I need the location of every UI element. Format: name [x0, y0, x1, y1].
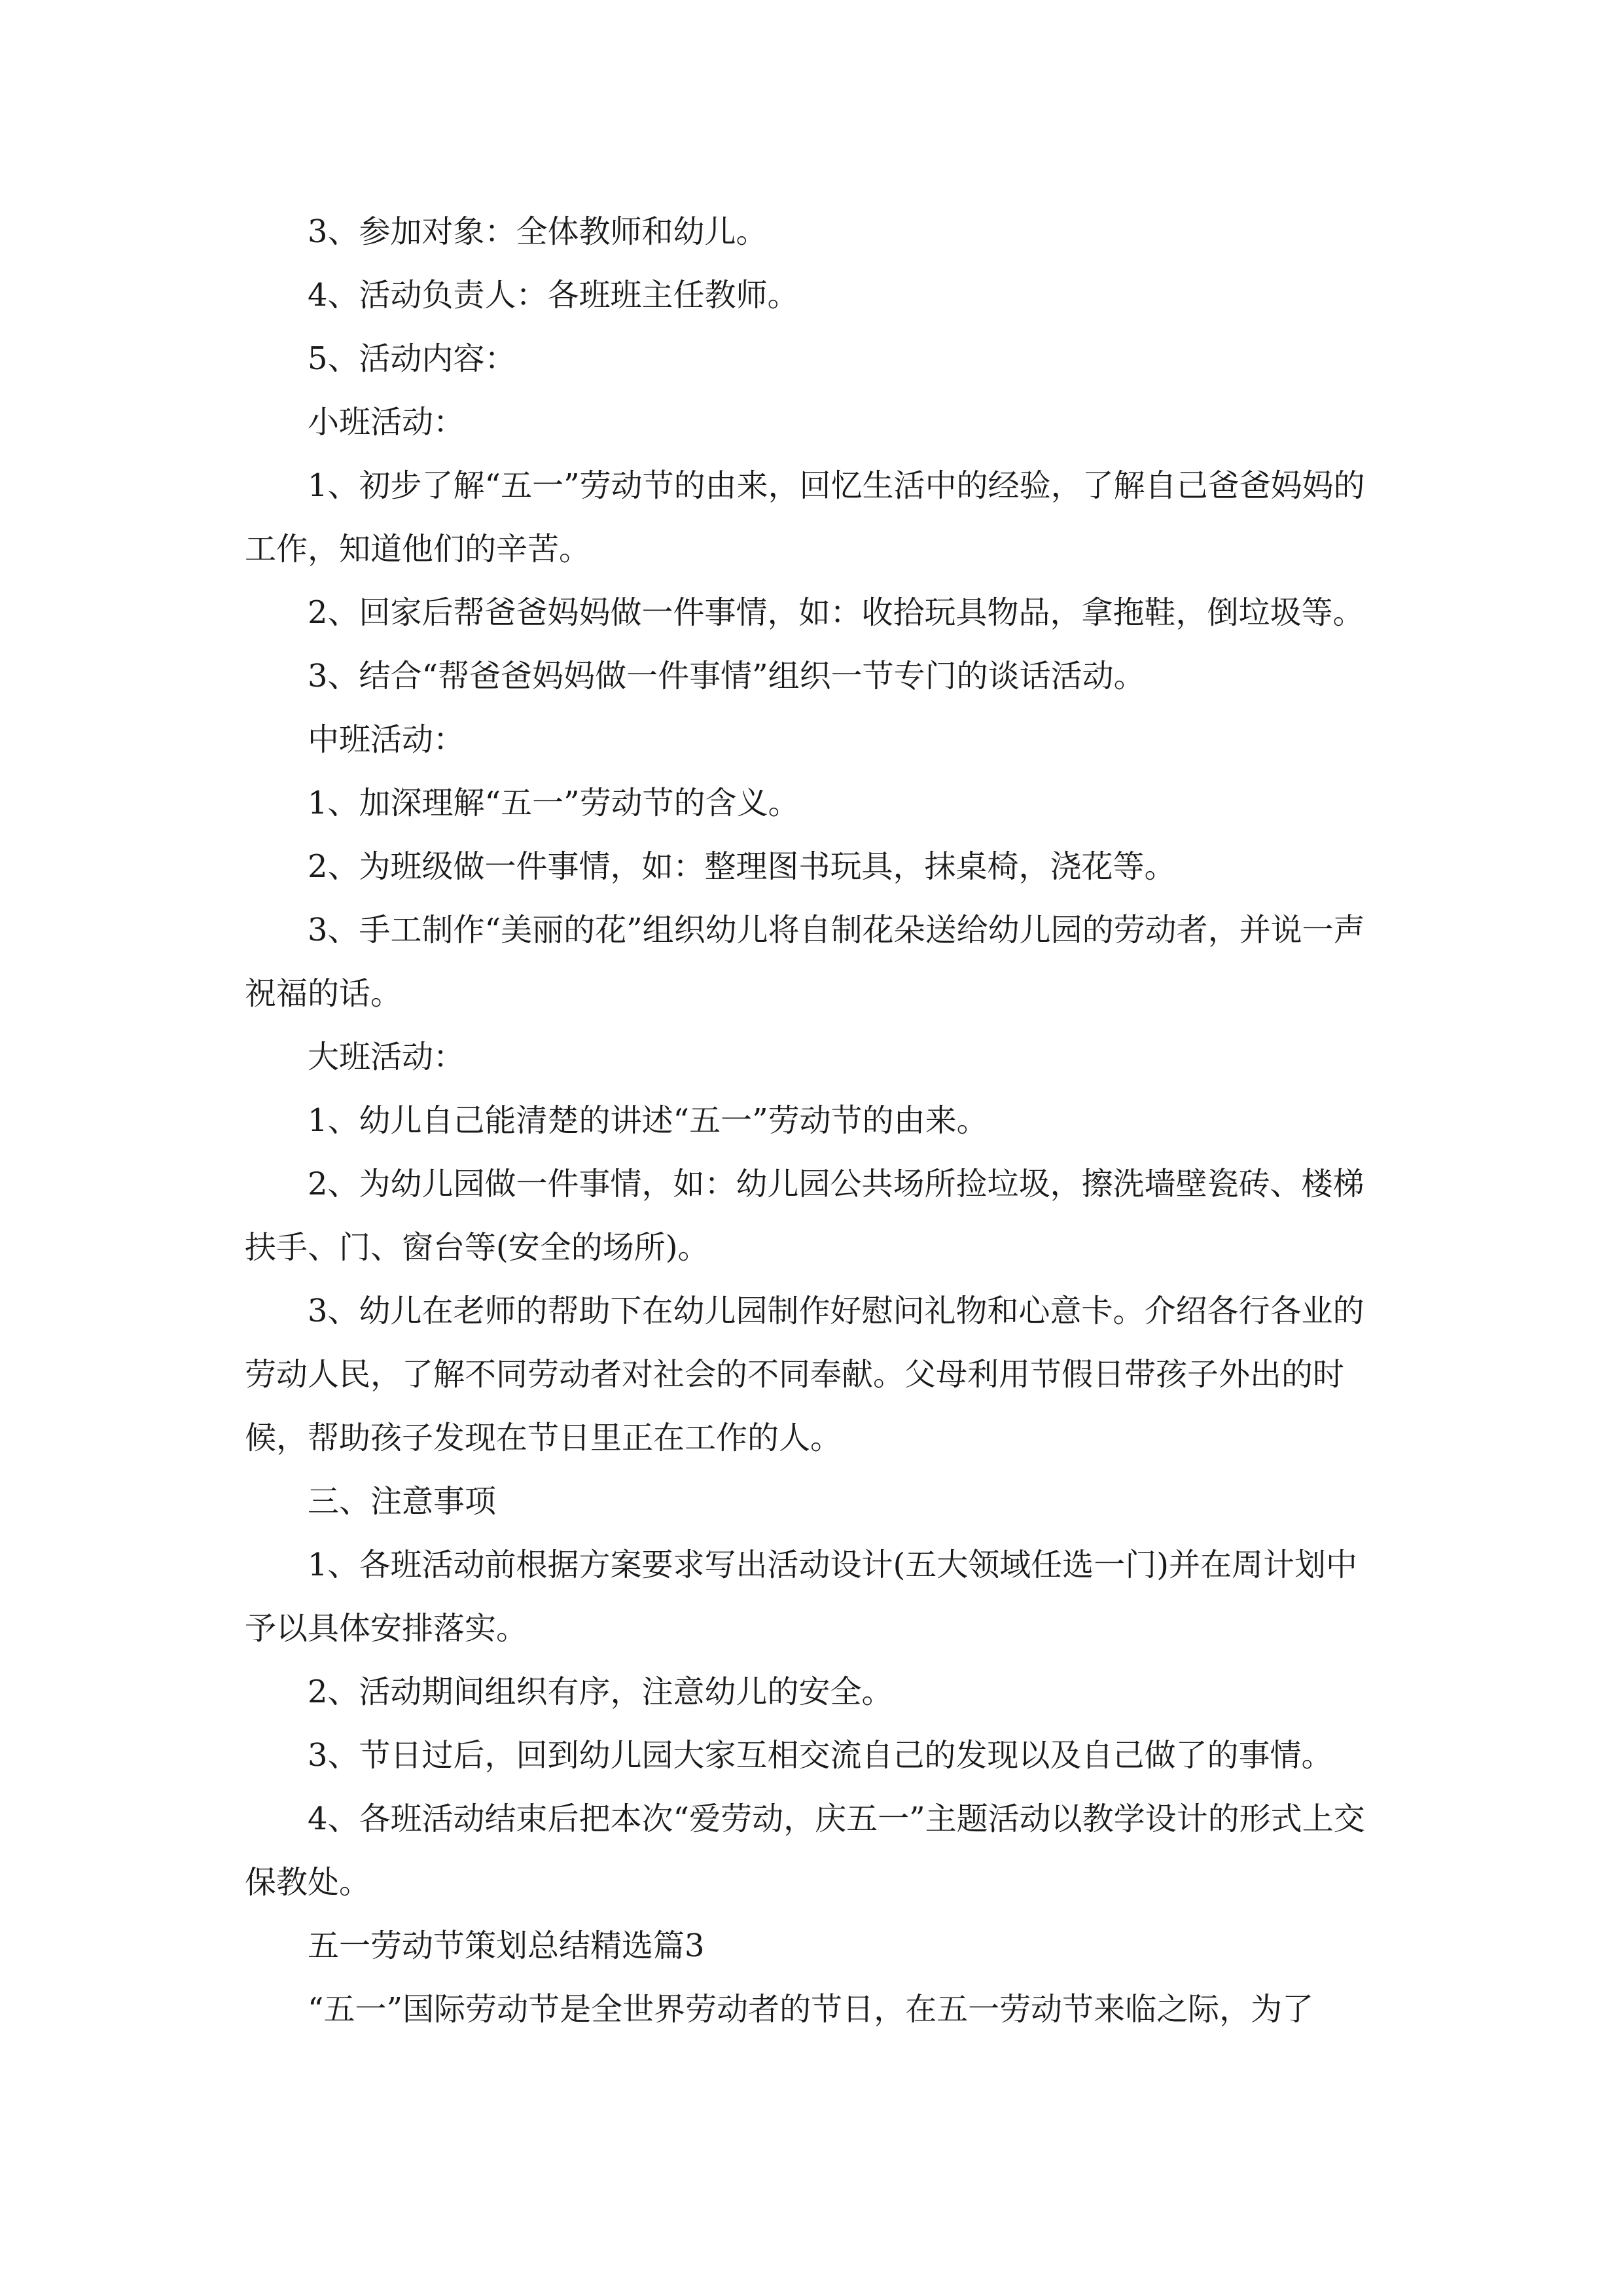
paragraph-person-in-charge: 4、活动负责人：各班班主任教师。 — [308, 277, 799, 314]
paragraph-large-class-2: 2、为幼儿园做一件事情，如：幼儿园公共场所捡垃圾，擦洗墙壁瓷砖、楼梯扶手、门、窗台等(安全的场所)。 — [245, 1166, 1364, 1266]
paragraph-small-class-1: 1、初步了解“五一”劳动节的由来，回忆生活中的经验，了解自己爸爸妈妈的工作，知道他们的辛苦。 — [245, 467, 1365, 567]
paragraph-notes-3: 3、节日过后，回到幼儿园大家互相交流自己的发现以及自己做了的事情。 — [308, 1737, 1333, 1774]
paragraph-activity-content: 5、活动内容： — [308, 340, 516, 377]
section-title: 五一劳动节策划总结精选篇3 — [308, 1928, 705, 1964]
paragraph-notes-2: 2、活动期间组织有序，注意幼儿的安全。 — [308, 1674, 893, 1710]
heading-large-class: 大班活动： — [308, 1039, 465, 1075]
paragraph-middle-class-2: 2、为班级做一件事情，如：整理图书玩具，抹桌椅，浇花等。 — [308, 848, 1176, 885]
heading-middle-class: 中班活动： — [308, 721, 465, 758]
paragraph-large-class-3: 3、幼儿在老师的帮助下在幼儿园制作好慰问礼物和心意卡。介绍各行各业的劳动人民，了解不同劳动者对社会的不同奉献。父母利用节假日带孩子外出的时候，帮助孩子发现在节日里正在工作的人。 — [245, 1293, 1364, 1456]
paragraph-small-class-2: 2、回家后帮爸爸妈妈做一件事情，如：收拾玩具物品，拿拖鞋，倒垃圾等。 — [308, 594, 1364, 631]
paragraph-notes-4: 4、各班活动结束后把本次“爱劳动，庆五一”主题活动以教学设计的形式上交保教处。 — [245, 1801, 1365, 1901]
document-body — [245, 200, 1383, 2041]
paragraph-participants: 3、参加对象：全体教师和幼儿。 — [308, 213, 768, 250]
paragraph-notes-1: 1、各班活动前根据方案要求写出活动设计(五大领域任选一门)并在周计划中予以具体安排落实。 — [245, 1547, 1357, 1647]
paragraph-small-class-3: 3、结合“帮爸爸妈妈做一件事情”组织一节专门的谈话活动。 — [308, 658, 1145, 694]
heading-small-class: 小班活动： — [308, 404, 465, 440]
paragraph-middle-class-3: 3、手工制作“美丽的花”组织幼儿将自制花朵送给幼儿园的劳动者，并说一声祝福的话。 — [245, 912, 1365, 1012]
paragraph-large-class-1: 1、幼儿自己能清楚的讲述“五一”劳动节的由来。 — [308, 1102, 988, 1139]
heading-notes: 三、注意事项 — [308, 1483, 497, 1520]
paragraph-intro: “五一”国际劳动节是全世界劳动者的节日，在五一劳动节来临之际，为了 — [308, 1991, 1314, 2028]
paragraph-middle-class-1: 1、加深理解“五一”劳动节的含义。 — [308, 785, 800, 821]
